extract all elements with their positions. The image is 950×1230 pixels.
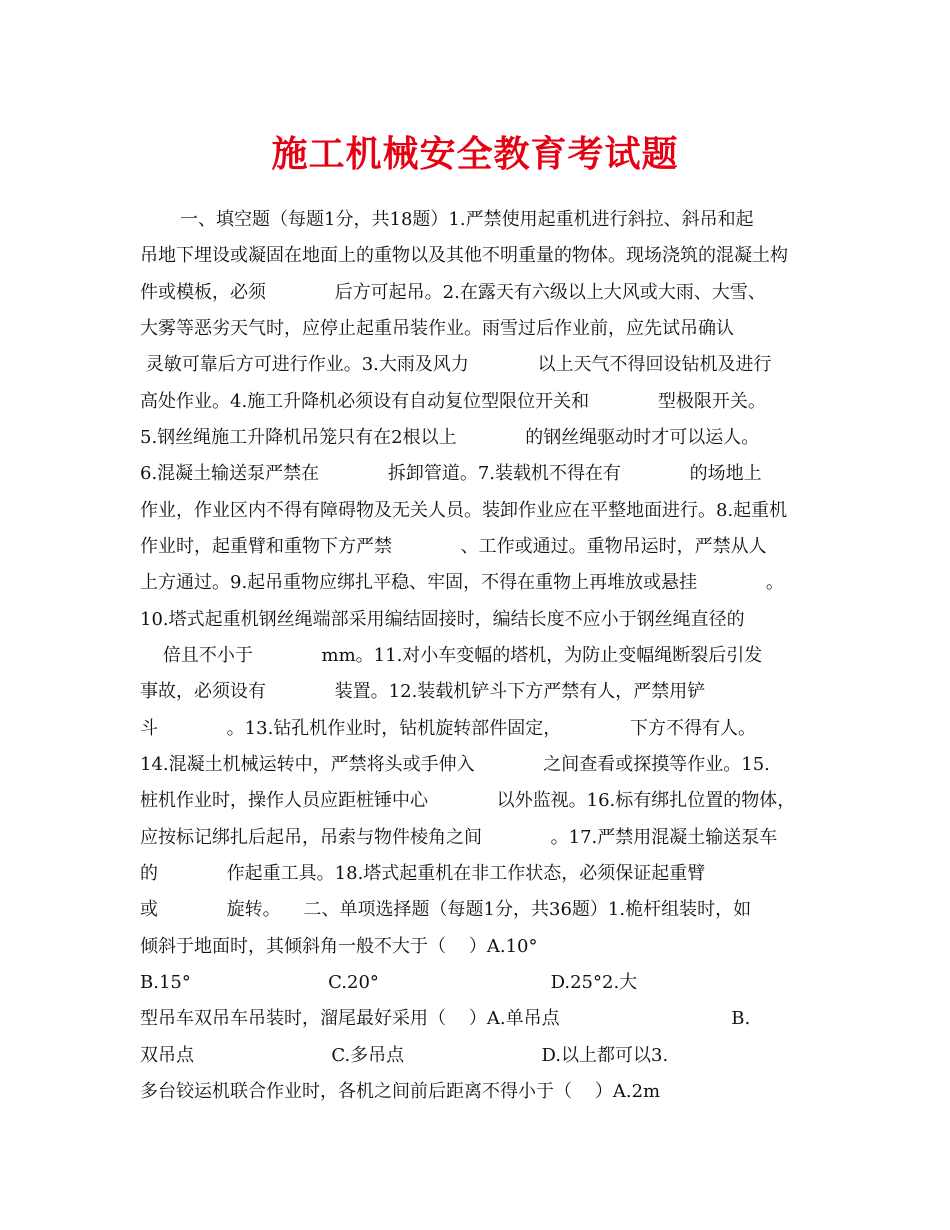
text-line: 作业时，起重臂和重物下方严禁 、工作或通过。重物吊运时，严禁从人 <box>140 536 767 557</box>
text-line: 6.混凝土输送泵严禁在 拆卸管道。7.装载机不得在有 的场地上 <box>140 463 762 484</box>
text-line: 事故，必须设有 装置。12.装载机铲斗下方严禁有人，严禁用铲 <box>140 681 706 702</box>
text-line: 的 作起重工具。18.塔式起重机在非工作状态，必须保证起重臂 <box>140 863 706 884</box>
text-line: 或 旋转。 二、单项选择题（每题1分，共36题）1.桅杆组装时，如 <box>140 899 752 920</box>
text-line: 倍且不小于 mm。11.对小车变幅的塔机，为防止变幅绳断裂后引发 <box>140 645 763 666</box>
text-line: 5.钢丝绳施工升降机吊笼只有在2根以上 的钢丝绳驱动时才可以运人。 <box>140 427 760 448</box>
text-line: 作业，作业区内不得有障碍物及无关人员。装卸作业应在平整地面进行。8.起重机 <box>140 500 788 521</box>
document-title: 施工机械安全教育考试题 <box>271 133 679 175</box>
text-line: 10.塔式起重机钢丝绳端部采用编结固接时，编结长度不应小于钢丝绳直径的 <box>140 609 745 630</box>
text-line: 双吊点 C.多吊点 D.以上都可以3. <box>140 1045 669 1066</box>
text-line: 上方通过。9.起吊重物应绑扎平稳、牢固，不得在重物上再堆放或悬挂 。 <box>140 572 784 593</box>
text-line: B.15° C.20° D.25°2.大 <box>140 972 638 993</box>
text-line: 灵敏可靠后方可进行作业。3.大雨及风力 以上天气不得回设钻机及进行 <box>140 354 772 375</box>
text-line: 斗 。13.钻孔机作业时，钻机旋转部件固定， 下方不得有人。 <box>140 718 756 739</box>
text-line: 型吊车双吊车吊装时，溜尾最好采用（ ）A.单吊点 B. <box>140 1008 751 1029</box>
text-line: 倾斜于地面时，其倾斜角一般不大于（ ）A.10° <box>140 936 538 957</box>
text-line: 一、填空题（每题1分，共18题）1.严禁使用起重机进行斜拉、斜吊和起 <box>140 209 754 230</box>
text-line: 高处作业。4.施工升降机必须设有自动复位型限位开关和 型极限开关。 <box>140 391 766 412</box>
text-line: 大雾等恶劣天气时，应停止起重吊装作业。雨雪过后作业前，应先试吊确认 <box>140 318 734 339</box>
text-line: 多台铰运机联合作业时，各机之间前后距离不得小于（ ）A.2m <box>140 1081 661 1102</box>
text-line: 吊地下埋设或凝固在地面上的重物以及其他不明重量的物体。现场浇筑的混凝土构 <box>140 245 788 266</box>
text-line: 14.混凝土机械运转中，严禁将头或手伸入 之间查看或探摸等作业。15. <box>140 754 770 775</box>
text-line: 桩机作业时，操作人员应距桩锤中心 以外监视。16.标有绑扎位置的物体， <box>140 790 796 811</box>
text-line: 件或模板，必须 后方可起吊。2.在露天有六级以上大风或大雨、大雪、 <box>140 282 766 303</box>
text-line: 应按标记绑扎后起吊，吊索与物件棱角之间 。17.严禁用混凝土输送泵车 <box>140 827 778 848</box>
